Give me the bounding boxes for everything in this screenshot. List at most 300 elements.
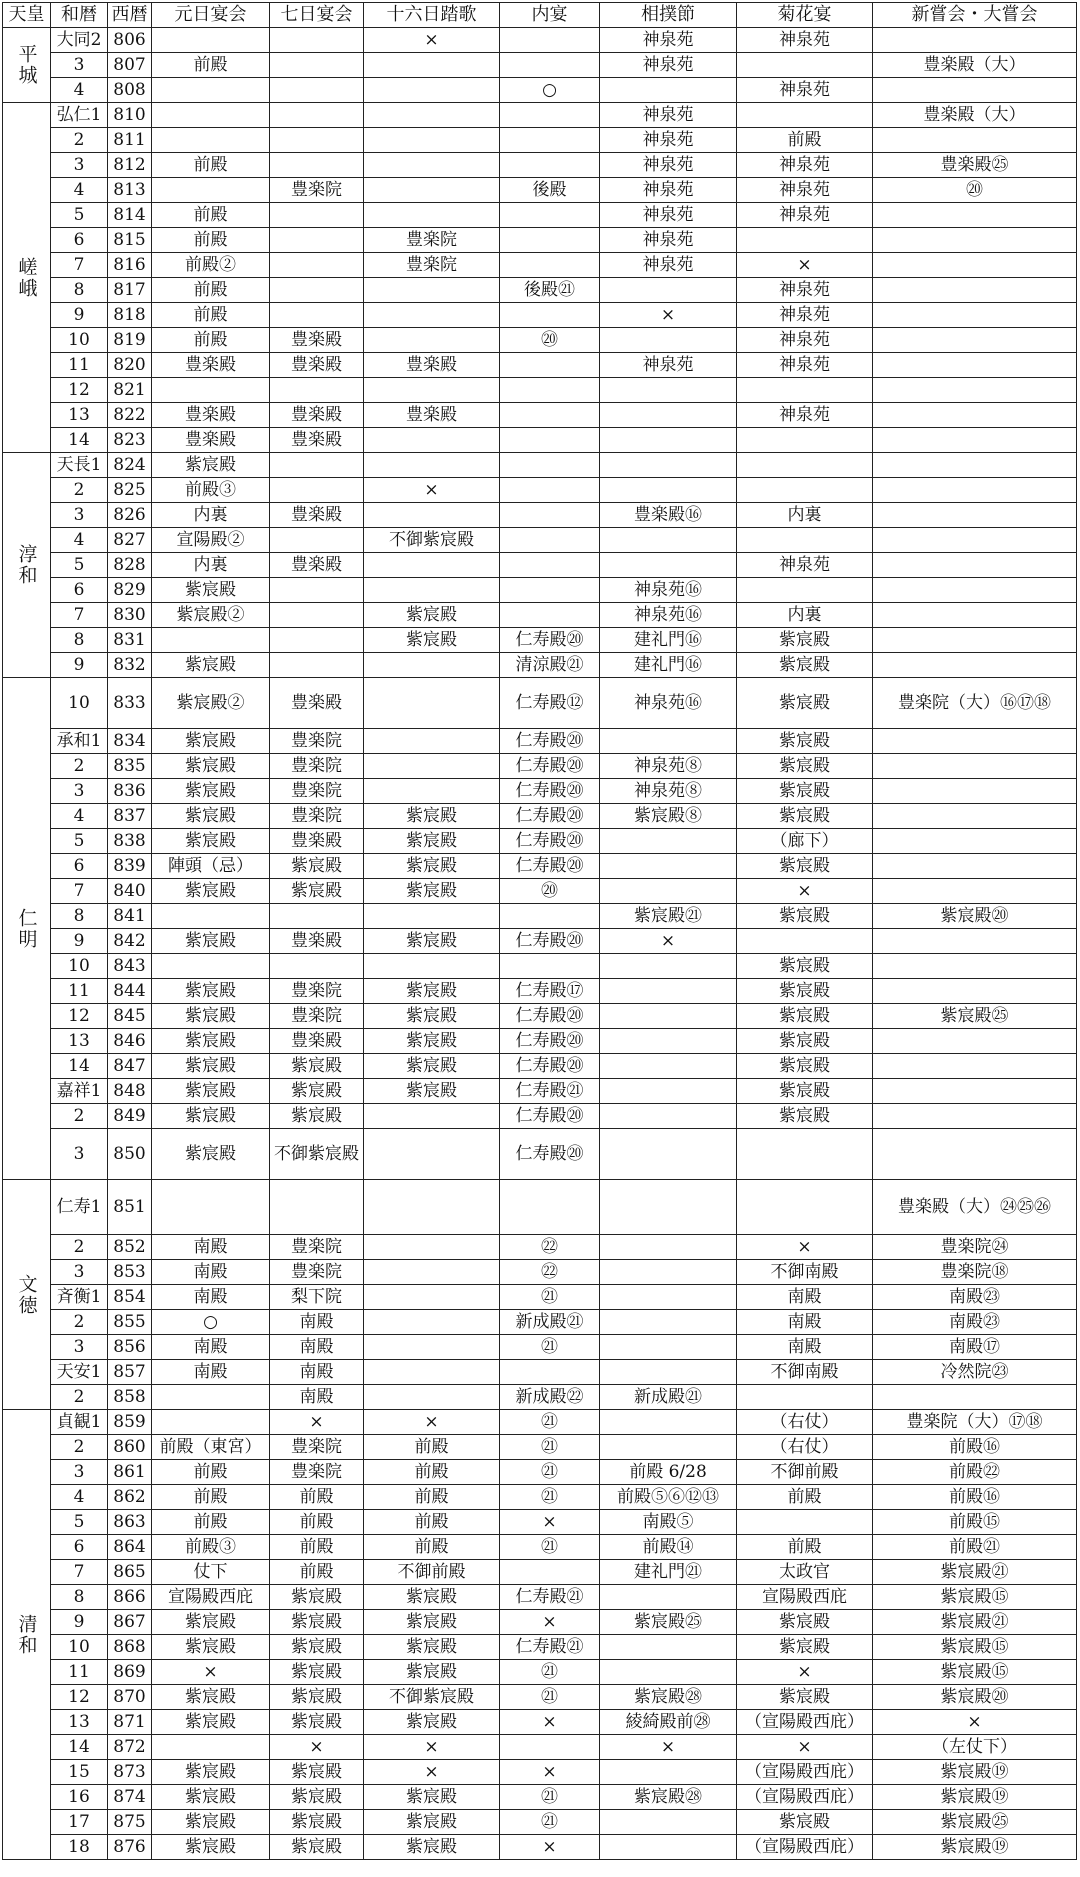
venue-cell — [873, 1129, 1077, 1180]
venue-cell: 前殿 — [152, 1485, 270, 1510]
venue-cell: 紫宸殿 — [364, 1835, 500, 1860]
venue-cell — [500, 503, 600, 528]
venue-cell: 紫宸殿 — [364, 1029, 500, 1054]
venue-cell — [364, 1129, 500, 1180]
era-year-cell: 4 — [51, 78, 108, 103]
table-row — [3, 1435, 1077, 1460]
venue-cell: 豊楽院 — [270, 1260, 364, 1285]
venue-cell: ㉑ — [500, 1435, 600, 1460]
venue-cell: 前殿⑮ — [873, 1510, 1077, 1535]
venue-cell: 紫宸殿 — [152, 754, 270, 779]
venue-cell — [600, 1235, 737, 1260]
venue-cell — [152, 1735, 270, 1760]
venue-cell: × — [737, 879, 873, 904]
venue-cell — [500, 28, 600, 53]
era-year-cell: 8 — [51, 904, 108, 929]
venue-cell — [500, 428, 600, 453]
venue-cell: 建礼門㉑ — [600, 1560, 737, 1585]
era-year-cell: 6 — [51, 578, 108, 603]
western-year-cell: 851 — [108, 1180, 152, 1235]
venue-cell: 南殿 — [152, 1235, 270, 1260]
venue-cell: 紫宸殿 — [270, 1635, 364, 1660]
venue-cell — [270, 578, 364, 603]
venue-cell — [737, 453, 873, 478]
venue-cell: 豊楽院 — [270, 1460, 364, 1485]
venue-cell: 紫宸殿⑲ — [873, 1785, 1077, 1810]
venue-cell — [600, 478, 737, 503]
venue-cell: 豊楽院 — [270, 804, 364, 829]
venue-cell: 豊楽殿 — [270, 403, 364, 428]
venue-cell: × — [270, 1410, 364, 1435]
header-cell: 菊花宴 — [737, 3, 873, 28]
venue-cell: 仁寿殿⑳ — [500, 1004, 600, 1029]
venue-cell — [500, 353, 600, 378]
venue-cell: 豊楽殿（大）㉔㉕㉖ — [873, 1180, 1077, 1235]
venue-cell — [873, 253, 1077, 278]
western-year-cell: 807 — [108, 53, 152, 78]
venue-cell: 紫宸殿 — [737, 779, 873, 804]
era-year-cell: 承和1 — [51, 729, 108, 754]
venue-cell — [270, 103, 364, 128]
venue-cell — [270, 478, 364, 503]
venue-cell: 豊楽殿 — [152, 403, 270, 428]
venue-cell: 紫宸殿⑲ — [873, 1760, 1077, 1785]
venue-cell: ⑳ — [500, 328, 600, 353]
venue-cell — [600, 1260, 737, 1285]
table-row — [3, 1104, 1077, 1129]
venue-cell: × — [600, 303, 737, 328]
venue-cell — [873, 228, 1077, 253]
venue-cell — [873, 28, 1077, 53]
venue-cell — [600, 1104, 737, 1129]
venue-cell: 前殿 — [737, 128, 873, 153]
venue-cell: 南殿 — [270, 1335, 364, 1360]
venue-cell: × — [152, 1660, 270, 1685]
venue-cell — [600, 403, 737, 428]
venue-cell: 豊楽院 — [270, 1435, 364, 1460]
venue-cell: 紫宸殿 — [152, 979, 270, 1004]
venue-cell: 前殿 — [270, 1510, 364, 1535]
venue-cell: 紫宸殿 — [364, 804, 500, 829]
venue-cell: × — [270, 1735, 364, 1760]
venue-cell — [600, 1835, 737, 1860]
venue-cell: 仁寿殿㉑ — [500, 1635, 600, 1660]
venue-cell — [737, 1385, 873, 1410]
venue-cell: 豊楽殿 — [364, 353, 500, 378]
table-row — [3, 1029, 1077, 1054]
venue-cell: 神泉苑 — [600, 228, 737, 253]
venue-cell — [152, 954, 270, 979]
header-cell: 十六日踏歌 — [364, 3, 500, 28]
venue-cell: 紫宸殿 — [270, 879, 364, 904]
venue-cell — [600, 1129, 737, 1180]
western-year-cell: 853 — [108, 1260, 152, 1285]
venue-cell: 紫宸殿 — [152, 1054, 270, 1079]
venue-cell: 南殿 — [737, 1285, 873, 1310]
venue-cell — [270, 603, 364, 628]
venue-cell: 豊楽院㉔ — [873, 1235, 1077, 1260]
table-row — [3, 503, 1077, 528]
table-row — [3, 1004, 1077, 1029]
era-year-cell: 2 — [51, 128, 108, 153]
venue-cell — [600, 1660, 737, 1685]
venue-cell — [873, 328, 1077, 353]
era-year-cell: 12 — [51, 1004, 108, 1029]
venue-cell — [152, 1410, 270, 1435]
table-row — [3, 1610, 1077, 1635]
venue-cell — [873, 478, 1077, 503]
venue-cell: 神泉苑⑧ — [600, 754, 737, 779]
era-year-cell: 10 — [51, 954, 108, 979]
venue-cell — [500, 203, 600, 228]
western-year-cell: 871 — [108, 1710, 152, 1735]
venue-cell: ㉑ — [500, 1685, 600, 1710]
venue-cell — [270, 378, 364, 403]
western-year-cell: 819 — [108, 328, 152, 353]
era-year-cell: 7 — [51, 253, 108, 278]
venue-cell: 南殿 — [152, 1335, 270, 1360]
western-year-cell: 810 — [108, 103, 152, 128]
table-row — [3, 1180, 1077, 1235]
western-year-cell: 818 — [108, 303, 152, 328]
venue-cell — [600, 1079, 737, 1104]
venue-cell: 紫宸殿⑮ — [873, 1585, 1077, 1610]
venue-cell — [600, 378, 737, 403]
venue-cell: 前殿 — [364, 1485, 500, 1510]
era-year-cell: 3 — [51, 1460, 108, 1485]
venue-cell: 紫宸殿 — [152, 1835, 270, 1860]
era-year-cell: 大同2 — [51, 28, 108, 53]
venue-cell — [364, 303, 500, 328]
venue-cell: 紫宸殿 — [364, 879, 500, 904]
era-year-cell: 2 — [51, 1235, 108, 1260]
venue-cell — [600, 979, 737, 1004]
venue-cell: 南殿 — [737, 1310, 873, 1335]
table-row — [3, 1385, 1077, 1410]
venue-cell: 紫宸殿 — [364, 1660, 500, 1685]
table-row — [3, 1485, 1077, 1510]
venue-cell: 豊楽殿 — [270, 1029, 364, 1054]
table-row — [3, 553, 1077, 578]
western-year-cell: 866 — [108, 1585, 152, 1610]
venue-cell: 仁寿殿⑫ — [500, 678, 600, 729]
venue-cell: ㉑ — [500, 1810, 600, 1835]
era-year-cell: 13 — [51, 1029, 108, 1054]
venue-cell: 南殿 — [152, 1360, 270, 1385]
venue-cell: 神泉苑 — [737, 153, 873, 178]
venue-cell — [364, 1235, 500, 1260]
era-year-cell: 11 — [51, 353, 108, 378]
venue-cell: 前殿 — [270, 1535, 364, 1560]
venue-cell: （右仗） — [737, 1410, 873, 1435]
venue-cell: 前殿 — [152, 1510, 270, 1535]
venue-cell: 紫宸殿 — [364, 1710, 500, 1735]
venue-cell — [270, 253, 364, 278]
table-row — [3, 1685, 1077, 1710]
venue-cell: 豊楽殿 — [152, 353, 270, 378]
western-year-cell: 858 — [108, 1385, 152, 1410]
western-year-cell: 834 — [108, 729, 152, 754]
venue-cell — [600, 428, 737, 453]
venue-cell — [500, 478, 600, 503]
venue-cell — [873, 1054, 1077, 1079]
era-year-cell: 6 — [51, 228, 108, 253]
venue-cell: × — [364, 1760, 500, 1785]
venue-cell: 内裏 — [737, 603, 873, 628]
table-row — [3, 603, 1077, 628]
venue-cell — [364, 153, 500, 178]
venue-cell — [364, 779, 500, 804]
venue-cell — [500, 453, 600, 478]
venue-cell — [873, 428, 1077, 453]
venue-cell: 紫宸殿 — [270, 1785, 364, 1810]
header-cell: 元日宴会 — [152, 3, 270, 28]
western-year-cell: 839 — [108, 854, 152, 879]
venue-cell: × — [500, 1510, 600, 1535]
venue-cell — [364, 328, 500, 353]
court-banquet-table-container — [2, 2, 1076, 1860]
western-year-cell: 815 — [108, 228, 152, 253]
venue-cell: 紫宸殿 — [364, 929, 500, 954]
venue-cell — [873, 453, 1077, 478]
western-year-cell: 826 — [108, 503, 152, 528]
venue-cell: 豊楽殿 — [270, 353, 364, 378]
venue-cell — [600, 78, 737, 103]
venue-cell: 紫宸殿 — [270, 1685, 364, 1710]
era-year-cell: 14 — [51, 428, 108, 453]
table-row — [3, 278, 1077, 303]
venue-cell: × — [364, 1410, 500, 1435]
western-year-cell: 820 — [108, 353, 152, 378]
table-row — [3, 929, 1077, 954]
western-year-cell: 841 — [108, 904, 152, 929]
western-year-cell: 814 — [108, 203, 152, 228]
venue-cell: 前殿 6/28 — [600, 1460, 737, 1485]
western-year-cell: 840 — [108, 879, 152, 904]
venue-cell: × — [364, 28, 500, 53]
table-row — [3, 478, 1077, 503]
header-cell: 天皇 — [3, 3, 51, 28]
venue-cell — [152, 904, 270, 929]
western-year-cell: 846 — [108, 1029, 152, 1054]
western-year-cell: 863 — [108, 1510, 152, 1535]
western-year-cell: 873 — [108, 1760, 152, 1785]
table-row — [3, 1835, 1077, 1860]
venue-cell: 宣陽殿② — [152, 528, 270, 553]
venue-cell: 神泉苑 — [600, 103, 737, 128]
venue-cell: 前殿 — [152, 228, 270, 253]
era-year-cell: 10 — [51, 1635, 108, 1660]
western-year-cell: 816 — [108, 253, 152, 278]
western-year-cell: 848 — [108, 1079, 152, 1104]
era-year-cell: 2 — [51, 1104, 108, 1129]
venue-cell: 紫宸殿㉕ — [873, 1004, 1077, 1029]
venue-cell: 紫宸殿 — [152, 1079, 270, 1104]
venue-cell: 前殿 — [152, 153, 270, 178]
western-year-cell: 827 — [108, 528, 152, 553]
venue-cell: ㉒ — [500, 1260, 600, 1285]
venue-cell: 紫宸殿 — [364, 1635, 500, 1660]
venue-cell — [270, 278, 364, 303]
table-row — [3, 1585, 1077, 1610]
venue-cell — [500, 1735, 600, 1760]
venue-cell: 紫宸殿 — [737, 1054, 873, 1079]
venue-cell — [364, 1385, 500, 1410]
western-year-cell: 861 — [108, 1460, 152, 1485]
venue-cell: 冷然院㉓ — [873, 1360, 1077, 1385]
era-year-cell: 3 — [51, 503, 108, 528]
table-row — [3, 729, 1077, 754]
venue-cell — [873, 729, 1077, 754]
venue-cell: 紫宸殿 — [152, 453, 270, 478]
era-year-cell: 9 — [51, 653, 108, 678]
venue-cell: 神泉苑 — [600, 253, 737, 278]
venue-cell: 紫宸殿 — [270, 1810, 364, 1835]
venue-cell: 宣陽殿西庇 — [152, 1585, 270, 1610]
venue-cell — [600, 553, 737, 578]
table-row — [3, 528, 1077, 553]
venue-cell: 紫宸殿 — [364, 1610, 500, 1635]
venue-cell: 紫宸殿 — [152, 879, 270, 904]
venue-cell: 南殿 — [270, 1360, 364, 1385]
venue-cell — [873, 128, 1077, 153]
venue-cell: 紫宸殿 — [737, 904, 873, 929]
emperor-cell: 文徳 — [3, 1180, 51, 1410]
western-year-cell: 812 — [108, 153, 152, 178]
venue-cell: 仗下 — [152, 1560, 270, 1585]
venue-cell — [600, 328, 737, 353]
emperor-cell: 嵯峨 — [3, 103, 51, 453]
venue-cell — [737, 103, 873, 128]
western-year-cell: 821 — [108, 378, 152, 403]
venue-cell: 豊楽院 — [270, 729, 364, 754]
venue-cell: 紫宸殿㉕ — [600, 1610, 737, 1635]
venue-cell: 豊楽殿㉕ — [873, 153, 1077, 178]
era-year-cell: 16 — [51, 1785, 108, 1810]
venue-cell — [500, 228, 600, 253]
western-year-cell: 870 — [108, 1685, 152, 1710]
venue-cell: 豊楽院 — [270, 754, 364, 779]
venue-cell: 前殿 — [152, 53, 270, 78]
venue-cell: 神泉苑 — [737, 403, 873, 428]
venue-cell — [873, 1385, 1077, 1410]
venue-cell: 前殿⑭ — [600, 1535, 737, 1560]
venue-cell — [873, 829, 1077, 854]
venue-cell: 豊楽殿 — [152, 428, 270, 453]
venue-cell: 太政官 — [737, 1560, 873, 1585]
western-year-cell: 876 — [108, 1835, 152, 1860]
venue-cell — [270, 954, 364, 979]
era-year-cell: 8 — [51, 278, 108, 303]
era-year-cell: 貞観1 — [51, 1410, 108, 1435]
venue-cell: 紫宸殿 — [270, 1054, 364, 1079]
venue-cell: 内裏 — [152, 503, 270, 528]
venue-cell: 梨下院 — [270, 1285, 364, 1310]
venue-cell: 紫宸殿 — [364, 854, 500, 879]
venue-cell: 前殿③ — [152, 478, 270, 503]
venue-cell: 紫宸殿 — [152, 1810, 270, 1835]
venue-cell: 紫宸殿 — [152, 653, 270, 678]
era-year-cell: 8 — [51, 628, 108, 653]
venue-cell — [600, 729, 737, 754]
venue-cell: 南殿⑤ — [600, 1510, 737, 1535]
era-year-cell: 3 — [51, 153, 108, 178]
era-year-cell: 2 — [51, 754, 108, 779]
venue-cell: 後殿 — [500, 178, 600, 203]
venue-cell: 紫宸殿⑮ — [873, 1635, 1077, 1660]
venue-cell: 仁寿殿⑳ — [500, 929, 600, 954]
venue-cell — [873, 553, 1077, 578]
table-row — [3, 1054, 1077, 1079]
venue-cell: 紫宸殿 — [364, 829, 500, 854]
venue-cell: 紫宸殿② — [152, 603, 270, 628]
venue-cell: 紫宸殿 — [737, 678, 873, 729]
header-cell: 西暦 — [108, 3, 152, 28]
era-year-cell: 11 — [51, 979, 108, 1004]
western-year-cell: 850 — [108, 1129, 152, 1180]
venue-cell: 仁寿殿㉑ — [500, 1585, 600, 1610]
venue-cell: 豊楽院（大）⑰⑱ — [873, 1410, 1077, 1435]
venue-cell: 豊楽院 — [270, 1004, 364, 1029]
venue-cell — [270, 1180, 364, 1235]
venue-cell: 不御前殿 — [364, 1560, 500, 1585]
era-year-cell: 12 — [51, 1685, 108, 1710]
venue-cell: 神泉苑 — [600, 203, 737, 228]
era-year-cell: 弘仁1 — [51, 103, 108, 128]
western-year-cell: 865 — [108, 1560, 152, 1585]
venue-cell — [600, 1435, 737, 1460]
venue-cell: 前殿㉒ — [873, 1460, 1077, 1485]
western-year-cell: 831 — [108, 628, 152, 653]
western-year-cell: 852 — [108, 1235, 152, 1260]
era-year-cell: 15 — [51, 1760, 108, 1785]
venue-cell: 紫宸殿 — [737, 1685, 873, 1710]
venue-cell — [500, 253, 600, 278]
venue-cell: 仁寿殿⑳ — [500, 829, 600, 854]
venue-cell — [500, 1180, 600, 1235]
venue-cell — [500, 378, 600, 403]
table-row — [3, 1710, 1077, 1735]
venue-cell: 仁寿殿⑳ — [500, 1029, 600, 1054]
venue-cell: × — [737, 1660, 873, 1685]
venue-cell — [873, 603, 1077, 628]
venue-cell — [873, 979, 1077, 1004]
venue-cell: 豊楽院（大）⑯⑰⑱ — [873, 678, 1077, 729]
venue-cell — [873, 854, 1077, 879]
table-row — [3, 28, 1077, 53]
venue-cell — [600, 1335, 737, 1360]
western-year-cell: 874 — [108, 1785, 152, 1810]
western-year-cell: 836 — [108, 779, 152, 804]
venue-cell — [364, 578, 500, 603]
venue-cell: 紫宸殿 — [737, 653, 873, 678]
venue-cell: 豊楽殿 — [270, 929, 364, 954]
venue-cell — [152, 178, 270, 203]
venue-cell — [873, 578, 1077, 603]
venue-cell: 紫宸殿㉘ — [600, 1685, 737, 1710]
western-year-cell: 835 — [108, 754, 152, 779]
venue-cell — [600, 1029, 737, 1054]
table-row — [3, 653, 1077, 678]
venue-cell: 紫宸殿 — [152, 779, 270, 804]
venue-cell: 建礼門⑯ — [600, 628, 737, 653]
western-year-cell: 869 — [108, 1660, 152, 1685]
venue-cell — [873, 1029, 1077, 1054]
venue-cell: 紫宸殿 — [152, 1610, 270, 1635]
venue-cell: 紫宸殿 — [364, 1585, 500, 1610]
venue-cell: 新成殿㉑ — [500, 1310, 600, 1335]
western-year-cell: 847 — [108, 1054, 152, 1079]
